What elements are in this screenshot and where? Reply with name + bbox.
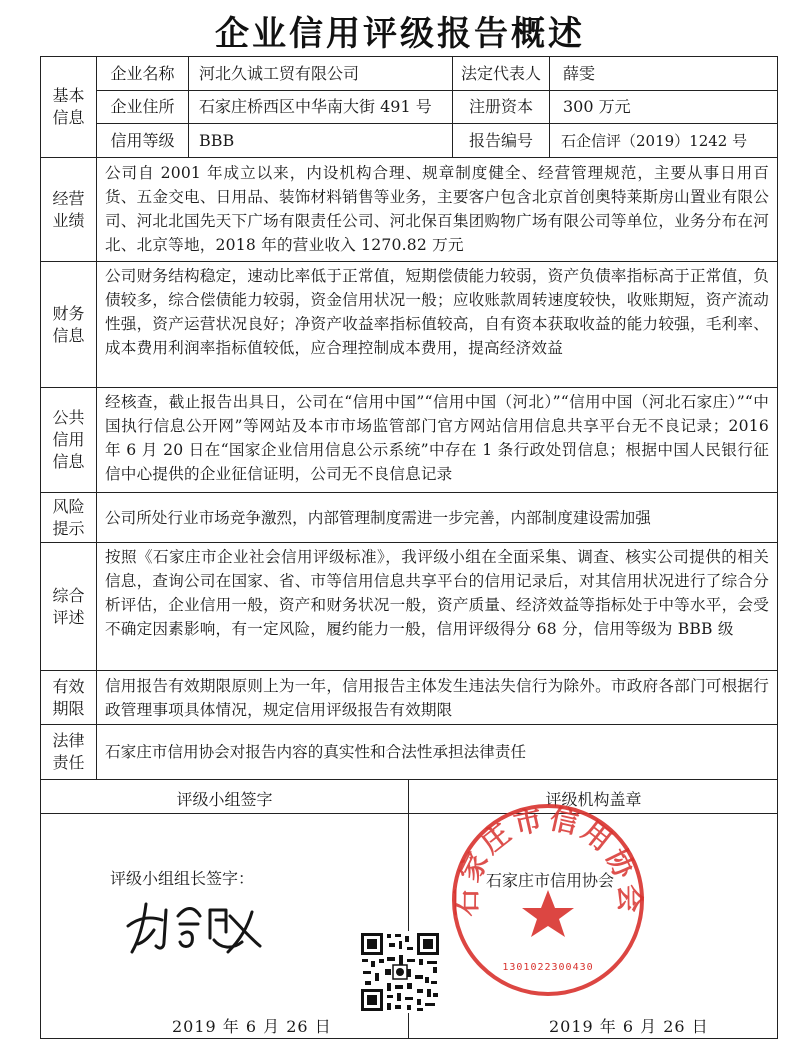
left-sign-date: 2019 年 6 月 26 日 bbox=[172, 1017, 332, 1036]
section-text-finance: 公司财务结构稳定，速动比率低于正常值，短期偿债能力较弱，资产负债率指标高于正常值，负债较多，综合偿债能力较弱，资金信用状况一般；应收账款周转速度较快，收账期短，资产流动性强，资产运营状况良好；净资产收益率指标值较高，自有资本获取收益的能力较强，毛利率、成本费用利润率指标值较低，应合理控制成本费用，提高经济效益 bbox=[105, 267, 769, 357]
company-name-value: 河北久诚工贸有限公司 bbox=[199, 63, 360, 83]
section-label-validity: 有效 期限 bbox=[52, 676, 85, 718]
section-text-operations: 公司自 2001 年成立以来，内设机构合理、规章制度健全、经营管理规范，主要从事日用百货、五金交电、日用品、装饰材料销售等业务，主要客户包含北京首创奥特莱斯房山置业有限公司、河北北国先天下广场有限责任公司、河北保百集团购物广场有限公司等单位，业务分布在河北、北京等地，2018 年的营业收入 1270.82 万元 bbox=[105, 164, 769, 254]
sign-group-header: 评级小组签字 bbox=[176, 790, 273, 809]
qr-code-icon bbox=[359, 931, 441, 1013]
section-label-operations: 经营 业绩 bbox=[52, 188, 85, 230]
section-text-public-credit: 经核查，截止报告出具日，公司在“信用中国”“信用中国（河北）”“信用中国（河北石家庄）”“中国执行信息公开网”等网站及本市市场监管部门官方网站信用信息共享平台无不良记录；2016 年 6 月 20 日在“国家企业信用信息公示系统”中存在 1 条行政处罚信息；根据中国人民银行征信中心提供的企业征信证明，公司无不良信息记录 bbox=[105, 393, 769, 483]
section-text-validity: 信用报告有效期限原则上为一年，信用报告主体发生违法失信行为除外。市政府各部门可根据行政管理事项具体情况，规定信用评级报告有效期限 bbox=[105, 677, 769, 719]
capital-label: 注册资本 bbox=[468, 97, 533, 116]
svg-text:1301022300430: 1301022300430 bbox=[502, 962, 594, 973]
legal-rep-label: 法定代表人 bbox=[460, 63, 541, 83]
report-no-value: 石企信评（2019）1242 号 bbox=[561, 131, 748, 150]
section-label-risk: 风险 提示 bbox=[52, 496, 85, 538]
official-seal-icon bbox=[448, 800, 648, 1000]
report-table bbox=[40, 56, 778, 1039]
rating-label: 信用等级 bbox=[110, 130, 175, 150]
seal-header: 评级机构盖章 bbox=[545, 790, 642, 809]
basic-info-label: 基本 信息 bbox=[52, 86, 85, 127]
section-text-legal: 石家庄市信用协会对报告内容的真实性和合法性承担法律责任 bbox=[105, 743, 527, 761]
right-sign-date: 2019 年 6 月 26 日 bbox=[549, 1017, 709, 1036]
handwritten-signature bbox=[120, 896, 270, 958]
org-name: 石家庄市信用协会 bbox=[486, 871, 615, 890]
section-text-risk: 公司所处行业市场竞争激烈，内部管理制度需进一步完善，内部制度建设需加强 bbox=[105, 508, 651, 527]
section-label-summary: 综合 评述 bbox=[52, 585, 85, 627]
company-name-label: 企业名称 bbox=[110, 63, 175, 83]
report-no-label: 报告编号 bbox=[468, 130, 533, 150]
svg-text:石家庄市信用协会: 石家庄市信用协会 bbox=[449, 802, 647, 917]
section-label-finance: 财务 信息 bbox=[52, 303, 85, 345]
leader-sign-label: 评级小组组长签字： bbox=[110, 869, 255, 888]
page-title: 企业信用评级报告概述 bbox=[215, 14, 585, 54]
legal-rep-value: 薛雯 bbox=[563, 63, 596, 83]
capital-value: 300 万元 bbox=[563, 97, 631, 116]
section-label-legal: 法律 责任 bbox=[52, 731, 85, 772]
section-label-public-credit: 公共 信用 信息 bbox=[52, 408, 85, 471]
address-label: 企业住所 bbox=[110, 97, 175, 116]
rating-value: BBB bbox=[199, 130, 235, 150]
address-value: 石家庄桥西区中华南大街 491 号 bbox=[199, 97, 432, 116]
section-text-summary: 按照《石家庄市企业社会信用评级标准》，我评级小组在全面采集、调查、核实公司提供的相关信息，查询公司在国家、省、市等信用信息共享平台的信用记录后，对其信用状况进行了综合分析评估，企业信用一般，资产和财务状况一般，资产质量、经济效益等指标处于中等水平，会受不确定因素影响，有一定风险，履约能力一般，信用评级得分 68 分，信用等级为 BBB 级 bbox=[105, 548, 769, 638]
